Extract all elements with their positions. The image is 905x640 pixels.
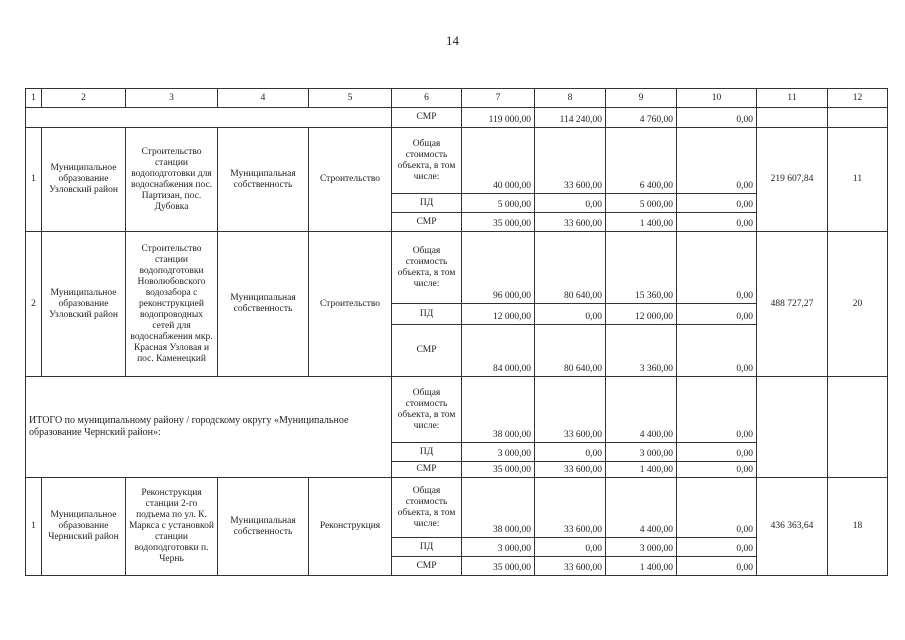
- value-cell: 4 760,00: [606, 108, 677, 128]
- col12-cell: 18: [828, 478, 888, 576]
- header-cell: 4: [218, 89, 309, 108]
- itogo-text: ИТОГО по муниципальному району / городскому округу «Муниципальное образование Чернский район»:: [26, 377, 392, 478]
- empty-cell: [26, 108, 392, 128]
- header-cell: 1: [26, 89, 42, 108]
- header-cell: 5: [309, 89, 392, 108]
- col11-cell: 219 607,84: [757, 128, 828, 232]
- value-cell: 3 000,00: [462, 443, 535, 462]
- col12-cell: 11: [828, 128, 888, 232]
- project-name-cell: Строительство станции водоподготовки для водоснабжения пос. Партизан, пос. Дубовка: [126, 128, 218, 232]
- value-cell: 0,00: [677, 304, 757, 325]
- value-cell: 33 600,00: [535, 213, 606, 232]
- work-type-cell: Строительство: [309, 128, 392, 232]
- value-cell: 15 360,00: [606, 232, 677, 304]
- header-cell: 12: [828, 89, 888, 108]
- work-type-cell: Строительство: [309, 232, 392, 377]
- col12-cell: 20: [828, 232, 888, 377]
- table-row: [26, 478, 888, 538]
- value-cell: 0,00: [677, 128, 757, 194]
- total-cost-label: Общая стоимость объекта, в том числе:: [392, 478, 462, 538]
- municipality-cell: Муниципальное образование Узловский район: [42, 128, 126, 232]
- value-cell: 1 400,00: [606, 462, 677, 478]
- value-cell: 0,00: [677, 194, 757, 213]
- value-cell: 84 000,00: [462, 325, 535, 377]
- smr-label: СМР: [392, 557, 462, 576]
- table-row: [26, 128, 888, 194]
- value-cell: 0,00: [535, 304, 606, 325]
- pd-label: ПД: [392, 538, 462, 557]
- value-cell: 80 640,00: [535, 325, 606, 377]
- value-cell: 0,00: [677, 462, 757, 478]
- value-cell: 3 000,00: [606, 443, 677, 462]
- table-row: [26, 108, 888, 128]
- header-cell: 3: [126, 89, 218, 108]
- value-cell: 3 000,00: [606, 538, 677, 557]
- header-cell: 2: [42, 89, 126, 108]
- table-row: [26, 377, 888, 443]
- value-cell: 0,00: [677, 538, 757, 557]
- ownership-cell: Муниципальная собственность: [218, 128, 309, 232]
- project-name-cell: Реконструкция станции 2-го подъема по ул. К. Маркса с установкой станции водоподготовки п. Чернь: [126, 478, 218, 576]
- header-cell: 8: [535, 89, 606, 108]
- pd-label: ПД: [392, 304, 462, 325]
- value-cell: 0,00: [677, 108, 757, 128]
- value-cell: 4 400,00: [606, 377, 677, 443]
- value-cell: 33 600,00: [535, 128, 606, 194]
- value-cell: 0,00: [535, 538, 606, 557]
- value-cell: 1 400,00: [606, 557, 677, 576]
- empty-cell: [757, 108, 828, 128]
- value-cell: 3 360,00: [606, 325, 677, 377]
- table-row: [26, 232, 888, 304]
- pd-label: ПД: [392, 194, 462, 213]
- value-cell: 0,00: [677, 232, 757, 304]
- header-row: [26, 89, 888, 108]
- value-cell: 6 400,00: [606, 128, 677, 194]
- value-cell: 0,00: [677, 557, 757, 576]
- smr-label: СМР: [392, 213, 462, 232]
- header-cell: 11: [757, 89, 828, 108]
- project-name-cell: Строительство станции водоподготовки Новолюбовского водозабора с реконструкцией водопроводных сетей для водоснабжения мкр. Красная Узловая и пос. Каменецкий: [126, 232, 218, 377]
- pd-label: ПД: [392, 443, 462, 462]
- value-cell: 0,00: [677, 213, 757, 232]
- col11-cell: 436 363,64: [757, 478, 828, 576]
- value-cell: 4 400,00: [606, 478, 677, 538]
- value-cell: 0,00: [677, 325, 757, 377]
- value-cell: 0,00: [677, 478, 757, 538]
- value-cell: 35 000,00: [462, 213, 535, 232]
- value-cell: 33 600,00: [535, 557, 606, 576]
- value-cell: 35 000,00: [462, 462, 535, 478]
- smr-label: СМР: [392, 325, 462, 377]
- municipality-cell: Муниципальное образование Черниский район: [42, 478, 126, 576]
- header-cell: 10: [677, 89, 757, 108]
- row-number: 1: [26, 478, 42, 576]
- smr-label: СМР: [392, 462, 462, 478]
- total-cost-label: Общая стоимость объекта, в том числе:: [392, 232, 462, 304]
- header-cell: 6: [392, 89, 462, 108]
- value-cell: 33 600,00: [535, 377, 606, 443]
- value-cell: 0,00: [677, 377, 757, 443]
- total-cost-label: Общая стоимость объекта, в том числе:: [392, 128, 462, 194]
- value-cell: 0,00: [535, 194, 606, 213]
- total-cost-label: Общая стоимость объекта, в том числе:: [392, 377, 462, 443]
- empty-cell: [828, 108, 888, 128]
- municipality-cell: Муниципальное образование Узловский район: [42, 232, 126, 377]
- value-cell: 119 000,00: [462, 108, 535, 128]
- value-cell: 12 000,00: [462, 304, 535, 325]
- value-cell: 33 600,00: [535, 462, 606, 478]
- investment-table: [25, 88, 888, 576]
- value-cell: 80 640,00: [535, 232, 606, 304]
- empty-cell: [757, 377, 828, 478]
- header-cell: 7: [462, 89, 535, 108]
- value-cell: 35 000,00: [462, 557, 535, 576]
- value-cell: 38 000,00: [462, 478, 535, 538]
- value-cell: 114 240,00: [535, 108, 606, 128]
- work-type-cell: Реконструкция: [309, 478, 392, 576]
- value-cell: 12 000,00: [606, 304, 677, 325]
- smr-label: СМР: [392, 108, 462, 128]
- value-cell: 40 000,00: [462, 128, 535, 194]
- value-cell: 5 000,00: [462, 194, 535, 213]
- row-number: 2: [26, 232, 42, 377]
- value-cell: 3 000,00: [462, 538, 535, 557]
- page-number: 14: [446, 33, 459, 48]
- row-number: 1: [26, 128, 42, 232]
- value-cell: 33 600,00: [535, 478, 606, 538]
- value-cell: 38 000,00: [462, 377, 535, 443]
- header-cell: 9: [606, 89, 677, 108]
- ownership-cell: Муниципальная собственность: [218, 232, 309, 377]
- value-cell: 1 400,00: [606, 213, 677, 232]
- value-cell: 96 000,00: [462, 232, 535, 304]
- value-cell: 5 000,00: [606, 194, 677, 213]
- ownership-cell: Муниципальная собственность: [218, 478, 309, 576]
- value-cell: 0,00: [535, 443, 606, 462]
- value-cell: 0,00: [677, 443, 757, 462]
- col11-cell: 488 727,27: [757, 232, 828, 377]
- empty-cell: [828, 377, 888, 478]
